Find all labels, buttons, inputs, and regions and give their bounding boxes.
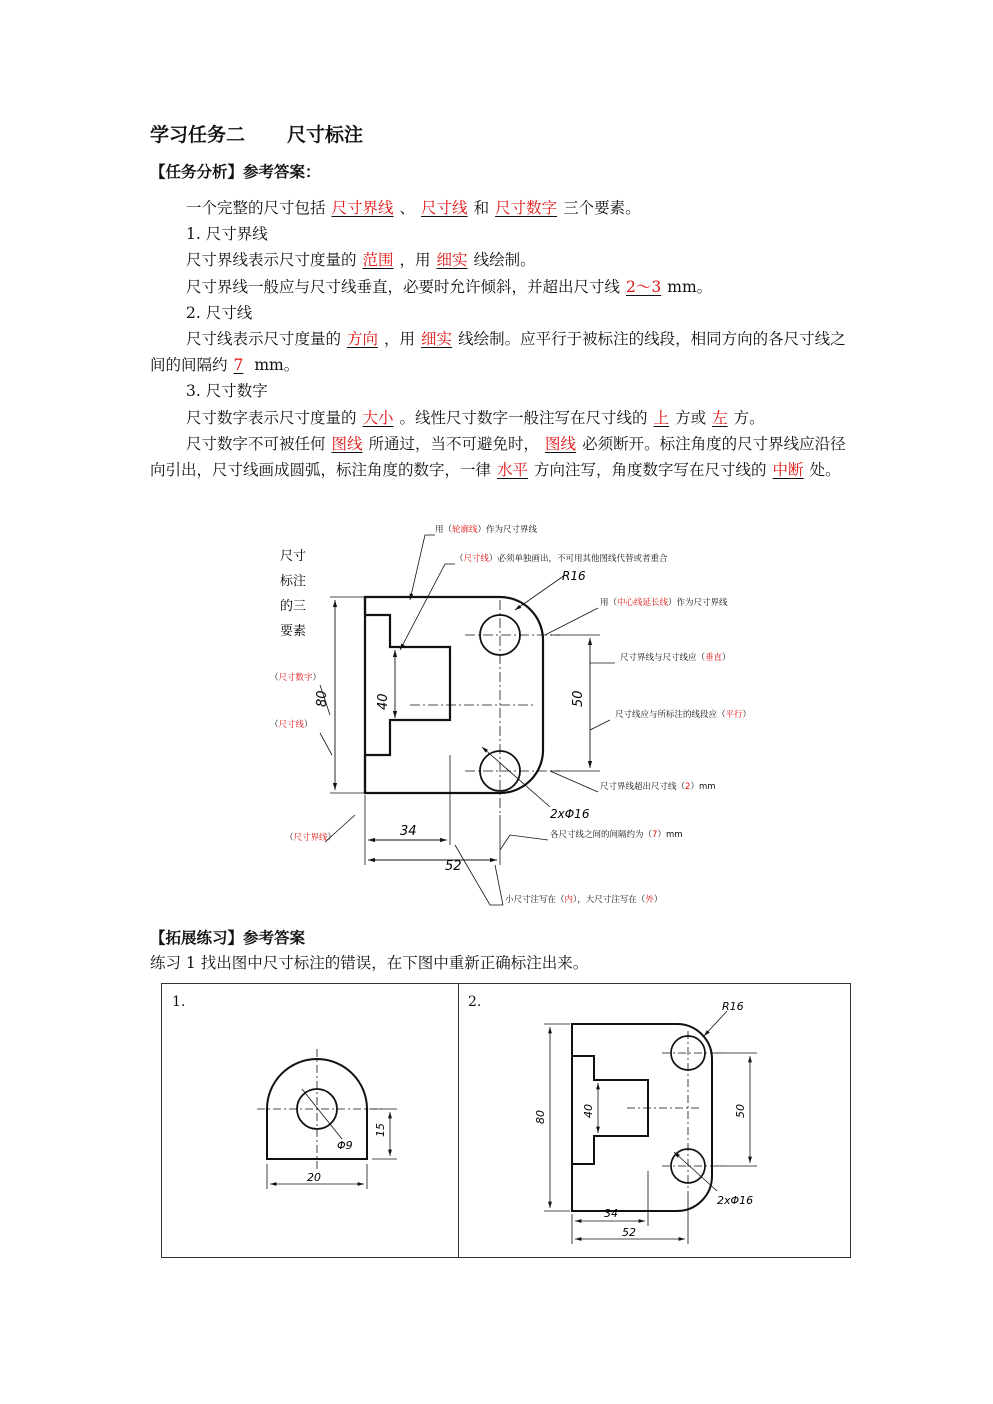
exercise-header: 【拓展练习】参考答案 bbox=[150, 929, 306, 947]
svg-text:40: 40 bbox=[376, 693, 391, 710]
para-ext-1: 尺寸界线表示尺寸度量的 范围 ，用 细实 线绘制。 bbox=[186, 251, 536, 270]
exercise-line: 练习 1 找出图中尺寸标注的错误，在下图中重新正确标注出来。 bbox=[150, 954, 589, 972]
svg-text:尺寸: 尺寸 bbox=[280, 549, 307, 564]
dimension-elements-diagram bbox=[260, 515, 752, 915]
title-part2: 尺寸标注 bbox=[287, 124, 364, 146]
svg-text:R16: R16 bbox=[562, 569, 586, 583]
exercise-table bbox=[161, 983, 851, 1258]
ann-parallel: 尺寸线应与所标注的线段应（平行） bbox=[615, 710, 752, 720]
svg-text:2xΦ16: 2xΦ16 bbox=[717, 1194, 754, 1207]
ann-extend: 尺寸界线超出尺寸线（2）mm bbox=[600, 782, 716, 792]
svg-text:标注: 标注 bbox=[280, 574, 307, 589]
cell1-number: 1. bbox=[172, 994, 186, 1010]
para-number-1: 尺寸数字表示尺寸度量的 大小 。线性尺寸数字一般注写在尺寸线的 上 方或 左 方。 bbox=[186, 408, 765, 427]
title-part1: 学习任务二 bbox=[150, 124, 246, 146]
svg-text:20: 20 bbox=[307, 1171, 321, 1184]
svg-text:15: 15 bbox=[374, 1123, 387, 1137]
svg-text:的三: 的三 bbox=[280, 599, 307, 614]
cell2-number: 2. bbox=[468, 994, 482, 1010]
svg-text:50: 50 bbox=[571, 690, 586, 707]
para-ext-2: 尺寸界线一般应与尺寸线垂直，必要时允许倾斜，并超出尺寸线 2～3 mm。 bbox=[186, 277, 713, 296]
heading-ext-line: 1. 尺寸界线 bbox=[186, 225, 268, 244]
heading-dim-number: 3. 尺寸数字 bbox=[186, 382, 268, 401]
svg-text:40: 40 bbox=[582, 1104, 595, 1118]
svg-text:50: 50 bbox=[734, 1104, 747, 1118]
exercise1-drawing bbox=[242, 1034, 442, 1204]
svg-text:34: 34 bbox=[400, 824, 417, 839]
svg-text:34: 34 bbox=[604, 1207, 618, 1220]
ann-placement: 小尺寸注写在（内），大尺寸注写在（外） bbox=[505, 895, 663, 905]
label-dim-line: （尺寸线） bbox=[270, 720, 313, 730]
page-title bbox=[150, 120, 363, 147]
ann-perpendicular: 尺寸界线与尺寸线应（垂直） bbox=[620, 653, 731, 663]
svg-text:80: 80 bbox=[534, 1110, 547, 1124]
ann-contour: 用（轮廓线）作为尺寸界线 bbox=[435, 525, 538, 535]
svg-text:52: 52 bbox=[622, 1226, 636, 1239]
analysis-header: 【任务分析】参考答案： bbox=[150, 163, 321, 181]
label-dim-number: （尺寸数字） bbox=[270, 673, 322, 683]
ann-centerline: 用（中心线延长线）作为尺寸界线 bbox=[600, 598, 728, 608]
para-elements: 一个完整的尺寸包括 尺寸界线 、 尺寸线 和 尺寸数字 三个要素。 bbox=[186, 199, 641, 217]
ann-spacing: 各尺寸线之间的间隔约为（7）mm bbox=[550, 830, 683, 840]
ann-dimline: （尺寸线）必须单独画出，不可用其他图线代替或者重合 bbox=[455, 554, 668, 564]
exercise2-drawing bbox=[532, 996, 772, 1251]
svg-text:R16: R16 bbox=[722, 1000, 744, 1013]
svg-text:80: 80 bbox=[315, 690, 330, 707]
para-number-2: 尺寸数字不可被任何 图线 所通过，当不可避免时， 图线 必须断开。标注角度的尺寸界线应沿径向引出，尺寸线画成圆弧，标注角度的数字，一律 水平 方向注写，角度数字写在尺寸线的 中断 处。 bbox=[150, 434, 846, 480]
label-ext-line: （尺寸界线） bbox=[285, 833, 337, 843]
svg-text:要素: 要素 bbox=[280, 624, 307, 639]
heading-dim-line: 2. 尺寸线 bbox=[186, 303, 253, 322]
analysis-body bbox=[150, 195, 850, 483]
side-title bbox=[280, 548, 306, 639]
svg-text:52: 52 bbox=[445, 859, 462, 874]
svg-text:2xΦ16: 2xΦ16 bbox=[550, 807, 590, 821]
svg-text:Φ9: Φ9 bbox=[337, 1139, 353, 1152]
part-outline bbox=[365, 597, 543, 793]
para-dim-line: 尺寸线表示尺寸度量的 方向 ，用 细实 线绘制。应平行于被标注的线段，相同方向的各尺寸线之间的间隔约 7 mm。 bbox=[150, 330, 846, 375]
